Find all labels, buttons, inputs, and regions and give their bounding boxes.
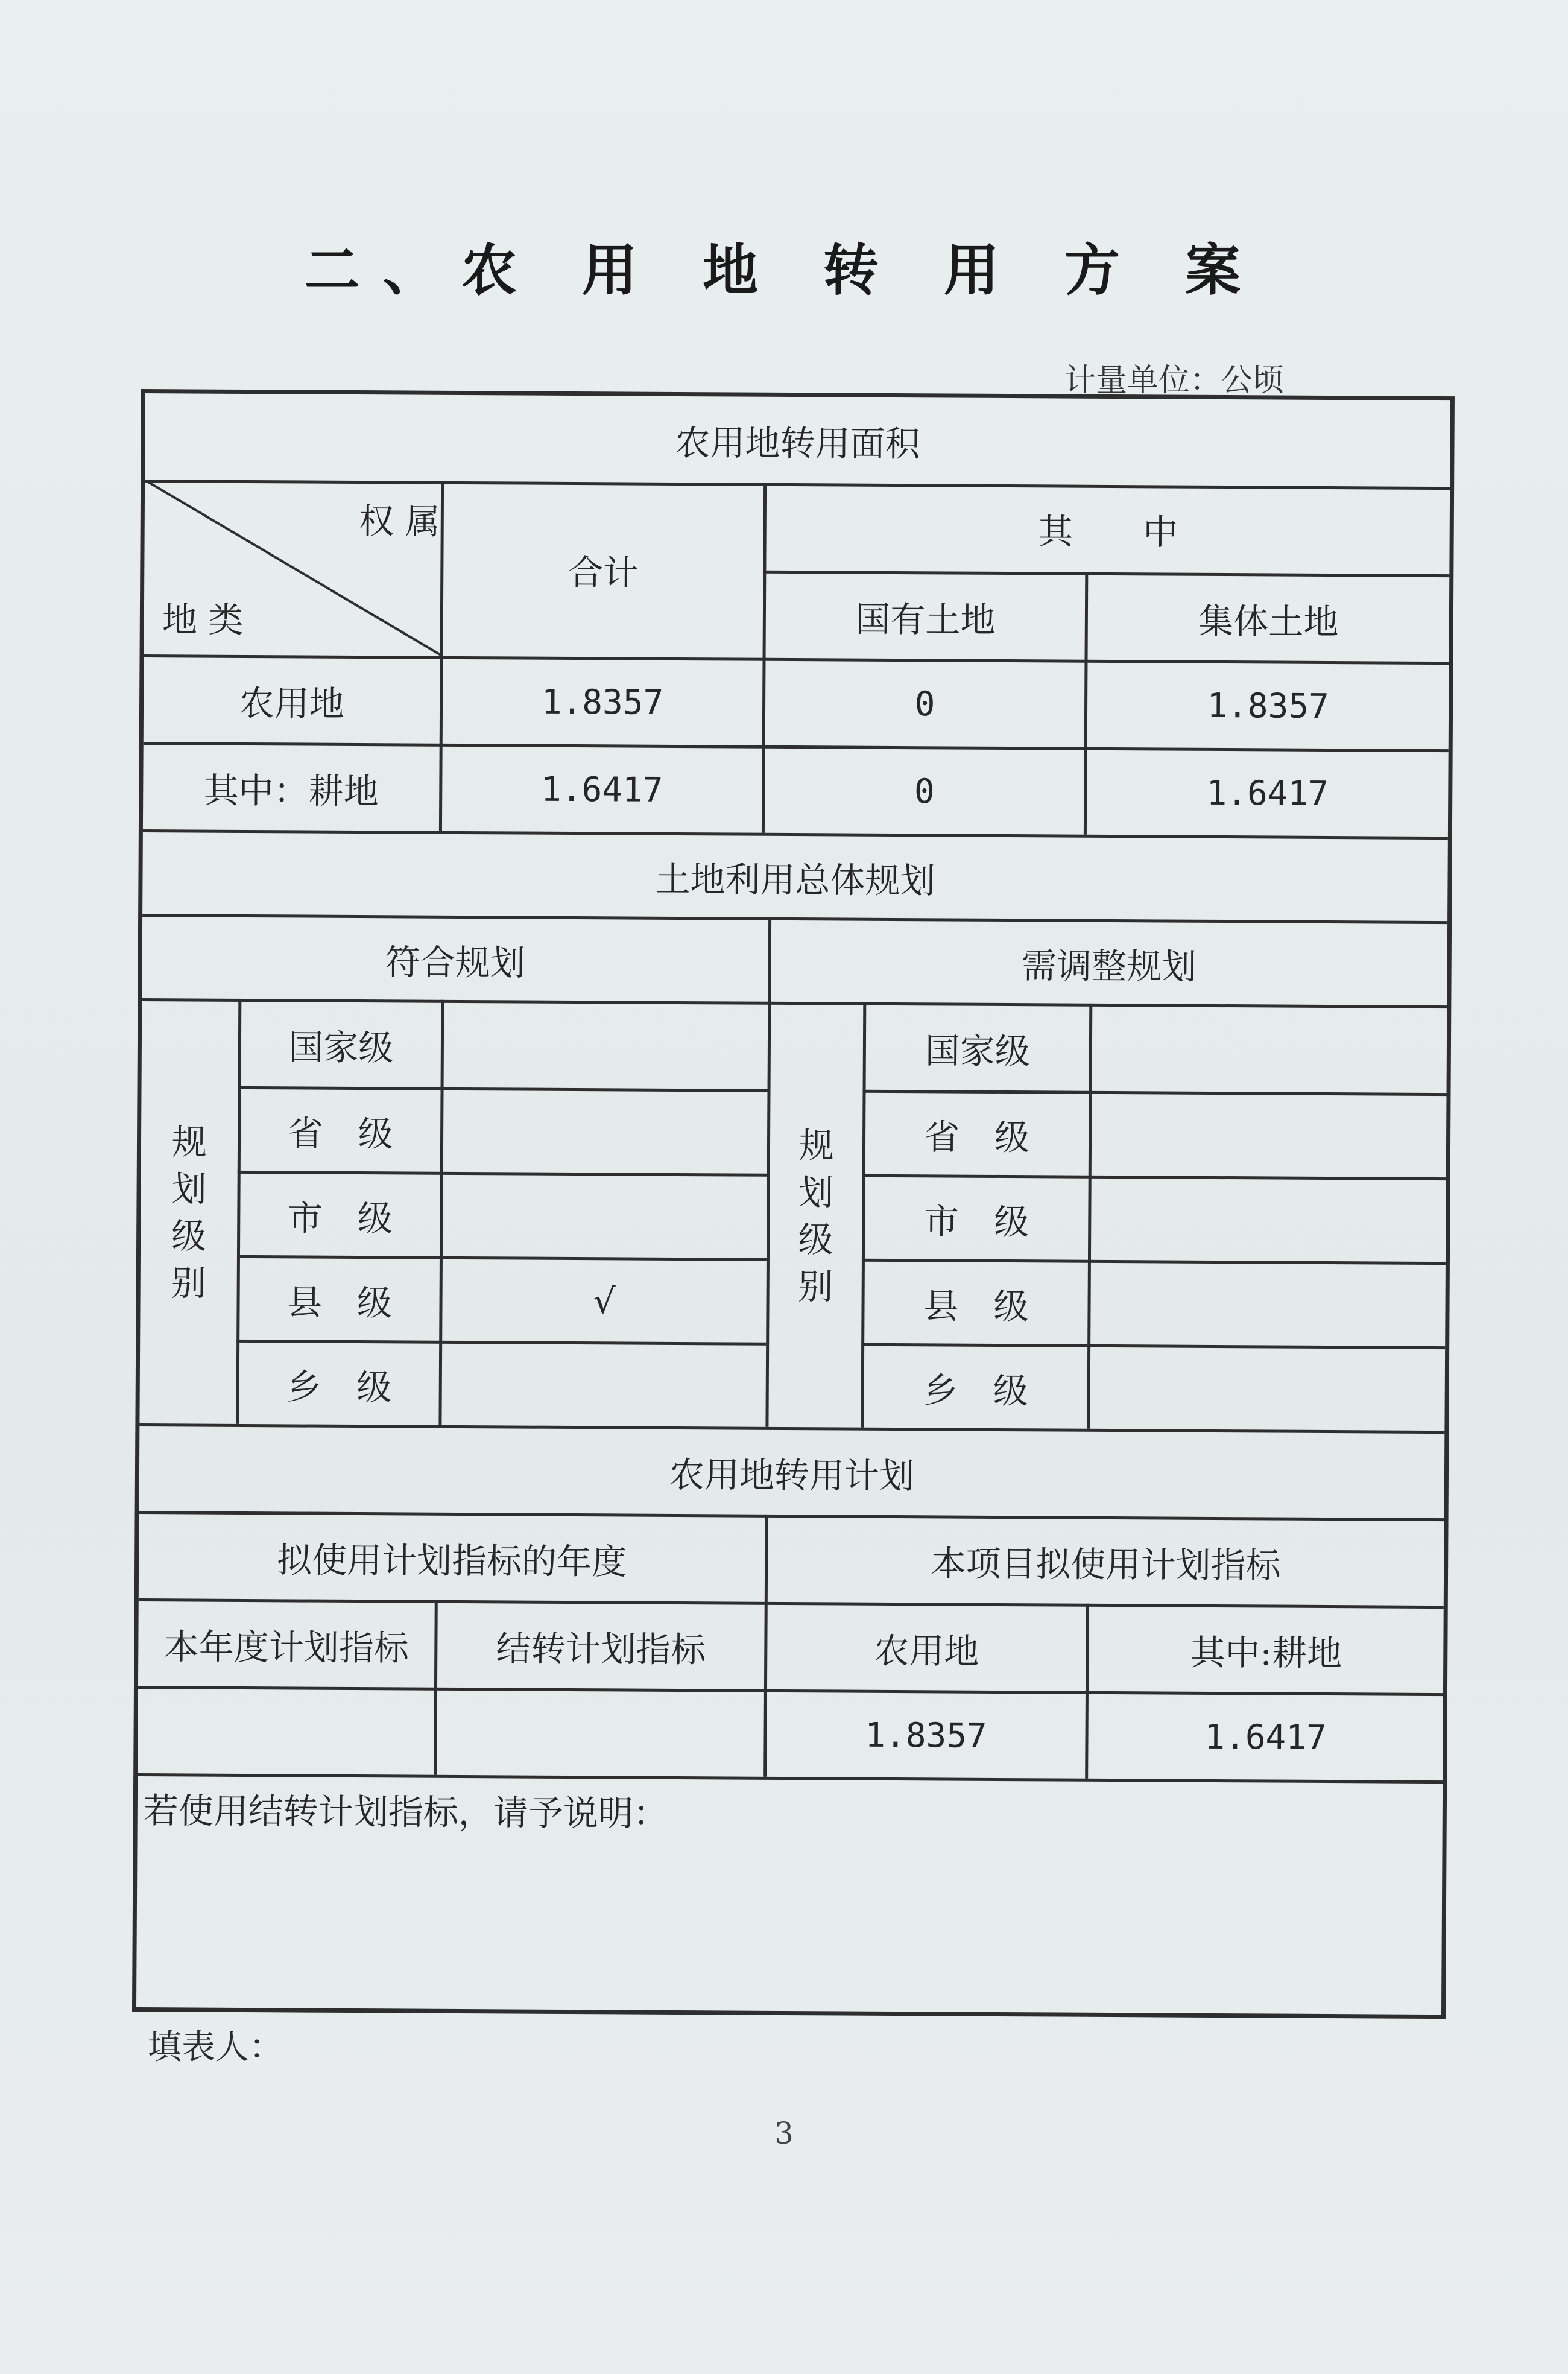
diagonal-bottom-label: 地 类 — [162, 599, 244, 641]
carryover-value — [437, 1691, 764, 1777]
level-township-right: 乡 级 — [923, 1369, 1028, 1411]
row-label-cultivated: 其中：耕地 — [203, 770, 379, 812]
current-year-value — [138, 1689, 434, 1775]
cultivated-state: 0 — [914, 771, 935, 811]
side-label-char: 别 — [798, 1266, 833, 1308]
level-national-right: 国家级 — [925, 1030, 1031, 1072]
farmland-collective: 1.8357 — [1207, 686, 1329, 726]
farmland-state: 0 — [914, 684, 935, 724]
row-label-farmland: 农用地 — [239, 682, 344, 724]
among-header: 其 中 — [1038, 510, 1178, 553]
adjust-mark-province — [1092, 1094, 1447, 1177]
current-year-header: 本年度计划指标 — [163, 1626, 409, 1669]
adjust-mark-city — [1091, 1179, 1446, 1262]
plan-farmland-header: 农用地 — [874, 1630, 979, 1672]
plan-cultivated-value: 1.6417 — [1204, 1717, 1327, 1758]
level-county-left: 县 级 — [286, 1281, 393, 1323]
state-land-header: 国有土地 — [855, 598, 996, 641]
level-province-left: 省 级 — [288, 1112, 393, 1154]
form-filler-label: 填表人： — [148, 2028, 283, 2067]
section-heading-conversion-area: 农用地转用面积 — [675, 422, 920, 464]
side-label-char: 规 — [171, 1121, 207, 1163]
conform-mark-township — [441, 1344, 766, 1427]
side-label-char: 划 — [798, 1172, 834, 1214]
farmland-total: 1.8357 — [541, 682, 664, 723]
conform-mark-national — [444, 1003, 768, 1089]
plan-year-header: 拟使用计划指标的年度 — [276, 1539, 627, 1583]
conform-mark-county: √ — [593, 1280, 616, 1322]
section-heading-conversion-plan: 农用地转用计划 — [669, 1454, 915, 1497]
conform-mark-province — [443, 1090, 768, 1174]
side-label-char: 级 — [171, 1215, 207, 1257]
side-label-char: 别 — [171, 1262, 206, 1304]
cultivated-total: 1.6417 — [540, 770, 663, 810]
level-city-right: 市 级 — [924, 1200, 1029, 1242]
page-number: 3 — [774, 2116, 794, 2151]
level-county-right: 县 级 — [923, 1285, 1029, 1327]
cultivated-collective: 1.6417 — [1206, 773, 1329, 814]
conversion-form-table — [132, 389, 1455, 2019]
carryover-note-label: 若使用结转计划指标，请予说明： — [143, 1790, 669, 1834]
adjust-mark-county — [1090, 1263, 1446, 1346]
carryover-header: 结转计划指标 — [496, 1628, 706, 1671]
plan-level-side-label-left — [139, 1001, 238, 1424]
unit-label: 计量单位：公顷 — [1064, 362, 1285, 399]
total-header: 合计 — [568, 551, 639, 594]
collective-land-header: 集体土地 — [1198, 600, 1339, 643]
level-national-left: 国家级 — [288, 1027, 394, 1069]
side-label-char: 级 — [798, 1219, 833, 1261]
conform-plan-header: 符合规划 — [385, 941, 525, 984]
level-province-right: 省 级 — [924, 1116, 1030, 1158]
diagonal-top-label: 权 属 — [359, 501, 440, 542]
side-label-char: 规 — [798, 1125, 834, 1166]
adjust-plan-header: 需调整规划 — [1021, 945, 1197, 987]
plan-level-side-label-right — [768, 1005, 863, 1428]
level-township-left: 乡 级 — [286, 1366, 392, 1408]
side-label-char: 划 — [171, 1168, 207, 1210]
page-title: 二、农 用 地 转 用 方 案 — [304, 238, 1264, 303]
section-heading-land-plan: 土地利用总体规划 — [655, 858, 935, 901]
adjust-mark-township — [1090, 1347, 1445, 1431]
conform-mark-city — [443, 1175, 767, 1258]
plan-farmland-value: 1.8357 — [865, 1715, 987, 1756]
plan-cultivated-header: 其中:耕地 — [1190, 1632, 1342, 1674]
level-city-left: 市 级 — [287, 1197, 393, 1239]
project-plan-header: 本项目拟使用计划指标 — [931, 1543, 1281, 1586]
adjust-mark-national — [1092, 1007, 1447, 1093]
